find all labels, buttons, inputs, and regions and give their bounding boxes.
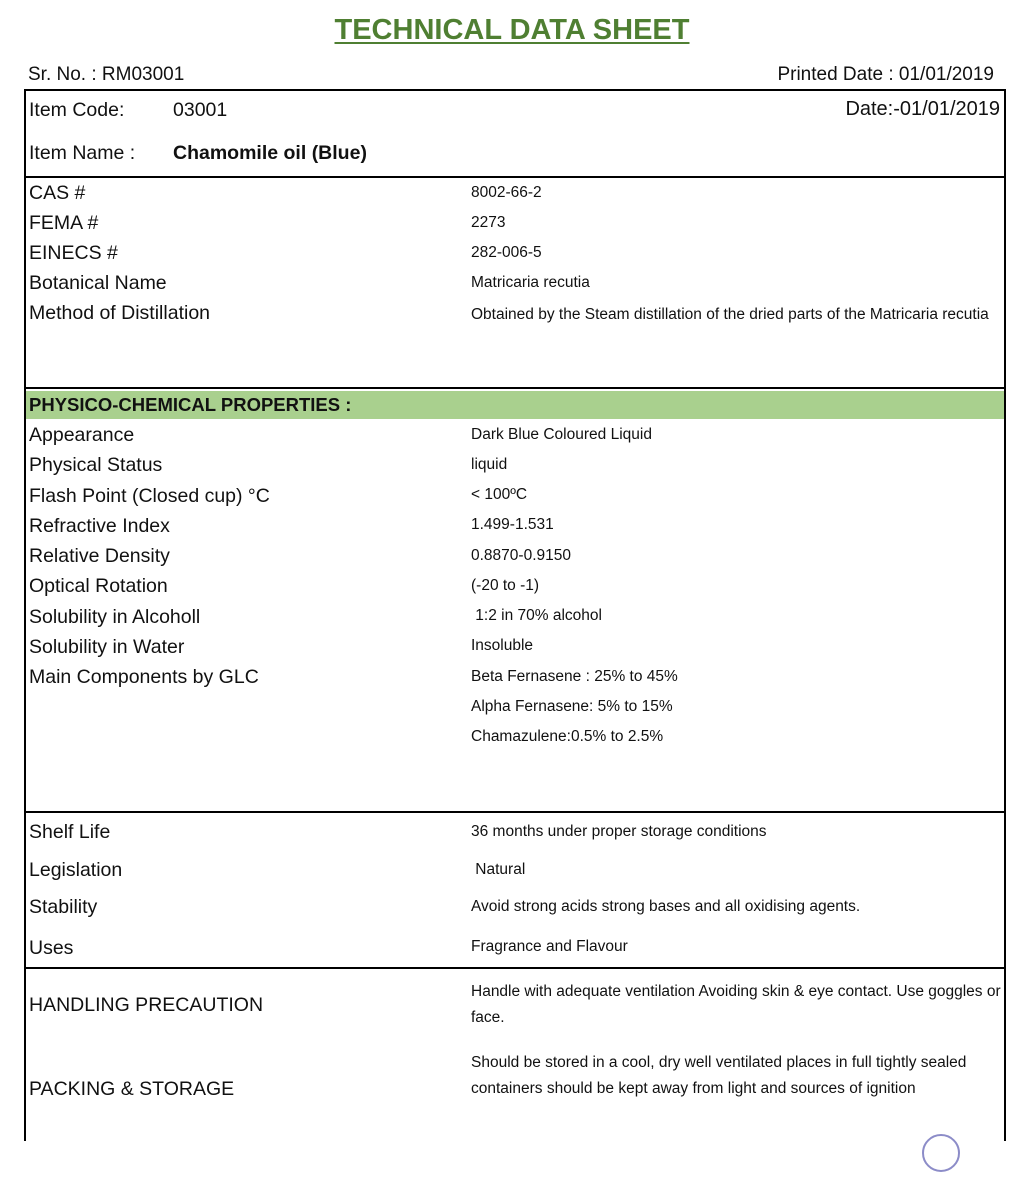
- rule-after-item: [24, 176, 1006, 178]
- cas-value: 8002-66-2: [471, 184, 542, 201]
- stamp-mark: [922, 1134, 960, 1172]
- stability-value: Avoid strong acids strong bases and all oxidising agents.: [471, 898, 861, 915]
- item-code-value: 03001: [173, 99, 228, 121]
- rule-after-properties: [24, 811, 1006, 813]
- main-component-2: Alpha Fernasene: 5% to 15%: [471, 698, 673, 715]
- rule-after-identifiers: [24, 387, 1006, 389]
- packing-storage-value: Should be stored in a cool, dry well ventilated places in full tightly sealed containers should be kept away from light and sources of ignition: [471, 1054, 967, 1097]
- physico-chemical-heading: PHYSICO-CHEMICAL PROPERTIES :: [29, 394, 352, 415]
- physical-status-label: Physical Status: [29, 454, 163, 476]
- distillation-method-label: Method of Distillation: [29, 302, 211, 324]
- item-code-label: Item Code:: [29, 99, 125, 121]
- rule-top: [24, 89, 1006, 91]
- main-component-3: Chamazulene:0.5% to 2.5%: [471, 728, 664, 745]
- optical-rotation-value: (-20 to -1): [471, 577, 540, 594]
- solubility-alcohol-value: 1:2 in 70% alcohol: [471, 607, 602, 624]
- item-name-value: Chamomile oil (Blue): [173, 142, 367, 164]
- handling-precaution-value: Handle with adequate ventilation Avoiding skin & eye contact. Use goggles or face.: [471, 983, 1001, 1026]
- fema-label: FEMA #: [29, 212, 99, 234]
- appearance-value: Dark Blue Coloured Liquid: [471, 426, 652, 443]
- shelf-life-value: 36 months under proper storage conditions: [471, 823, 767, 840]
- solubility-water-label: Solubility in Water: [29, 636, 185, 658]
- distillation-method-value: Obtained by the Steam distillation of the dried parts of the Matricaria recutia: [471, 306, 989, 323]
- solubility-water-value: Insoluble: [471, 637, 534, 654]
- uses-label: Uses: [29, 937, 74, 959]
- rule-after-uses: [24, 967, 1006, 969]
- einecs-value: 282-006-5: [471, 244, 542, 261]
- legislation-value: Natural: [471, 861, 526, 878]
- handling-precaution-label: HANDLING PRECAUTION: [29, 994, 264, 1016]
- stability-label: Stability: [29, 896, 98, 918]
- uses-value: Fragrance and Flavour: [471, 938, 628, 955]
- document-title: TECHNICAL DATA SHEET: [334, 14, 690, 46]
- relative-density-label: Relative Density: [29, 545, 170, 567]
- packing-storage-label: PACKING & STORAGE: [29, 1078, 235, 1100]
- botanical-name-label: Botanical Name: [29, 272, 167, 294]
- printed-date: Printed Date : 01/01/2019: [777, 64, 994, 85]
- flash-point-value: < 100ºC: [471, 486, 528, 503]
- physical-status-value: liquid: [471, 456, 508, 473]
- main-component-1: Beta Fernasene : 25% to 45%: [471, 668, 678, 685]
- botanical-name-value: Matricaria recutia: [471, 274, 590, 291]
- shelf-life-label: Shelf Life: [29, 821, 111, 843]
- legislation-label: Legislation: [29, 859, 123, 881]
- main-components-label: Main Components by GLC: [29, 666, 259, 688]
- relative-density-value: 0.8870-0.9150: [471, 547, 571, 564]
- item-date: Date:-01/01/2019: [845, 98, 1000, 120]
- fema-value: 2273: [471, 214, 506, 231]
- appearance-label: Appearance: [29, 424, 135, 446]
- refractive-index-value: 1.499-1.531: [471, 516, 554, 533]
- item-name-label: Item Name :: [29, 142, 136, 164]
- serial-number: Sr. No. : RM03001: [28, 64, 185, 85]
- einecs-label: EINECS #: [29, 242, 118, 264]
- optical-rotation-label: Optical Rotation: [29, 575, 168, 597]
- cas-label: CAS #: [29, 182, 86, 204]
- refractive-index-label: Refractive Index: [29, 515, 170, 537]
- flash-point-label: Flash Point (Closed cup) °C: [29, 485, 270, 507]
- solubility-alcohol-label: Solubility in Alcoholl: [29, 606, 201, 628]
